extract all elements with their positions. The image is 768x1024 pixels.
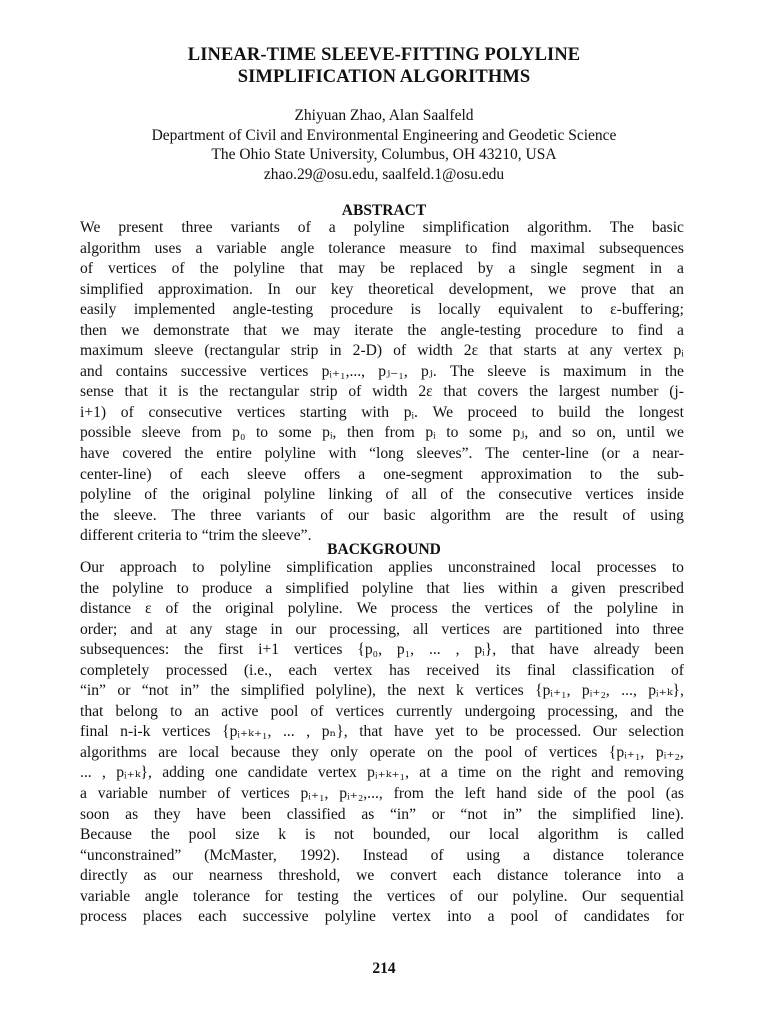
background-line: soon as they have been classified as “in” or “not in” the simplified line). <box>80 805 684 823</box>
paper-title <box>0 44 768 88</box>
background-line: directly as our nearness threshold, we convert each distance tolerance into a <box>80 867 684 885</box>
background-line: the polyline to produce a simplified polyline that lies within a given prescribed <box>80 579 684 597</box>
background-line: Our approach to polyline simplification applies unconstrained local processes to <box>80 559 684 576</box>
abstract-line: of vertices of the polyline that may be replaced by a single segment in a <box>80 260 684 278</box>
background-line: algorithms are local because they only operate on the pool of vertices {pᵢ₊₁, pᵢ₊₂, <box>80 743 684 761</box>
background-line: completely processed (i.e., each vertex has received its final classification of <box>80 661 684 679</box>
abstract-line: simplified approximation. In our key theoretical development, we prove that an <box>80 280 684 298</box>
author-names: Zhiyuan Zhao, Alan Saalfeld <box>294 107 474 124</box>
abstract-line: center-line) of each sleeve offers a one-segment approximation to the sub- <box>80 465 684 483</box>
abstract-line: easily implemented angle-testing procedure is locally equivalent to ε-buffering; <box>80 301 684 319</box>
background-line: “unconstrained” (McMaster, 1992). Instead of using a distance tolerance <box>80 846 684 864</box>
abstract-line: and contains successive vertices pᵢ₊₁,..., pⱼ₋₁, pⱼ. The sleeve is maximum in the <box>80 362 684 380</box>
author-block <box>0 106 768 184</box>
background-line: order; and at any stage in our processing, all vertices are partitioned into three <box>80 620 684 638</box>
abstract-line: the sleeve. The three variants of our basic algorithm are the result of using <box>80 506 684 524</box>
abstract-line: have covered the entire polyline with “long sleeves”. The center-line (or a near- <box>80 445 684 463</box>
page-number: 214 <box>372 960 396 977</box>
title-line-1: LINEAR-TIME SLEEVE-FITTING POLYLINE <box>187 45 581 65</box>
background-heading: BACKGROUND <box>327 541 441 558</box>
author-institution: The Ohio State University, Columbus, OH 43210, USA <box>211 146 557 163</box>
background-line: a variable number of vertices pᵢ₊₁, pᵢ₊₂,..., from the left hand side of the pool (as <box>80 785 684 803</box>
abstract-line: sense that it is the rectangular strip of width 2ε that covers the largest number (j- <box>80 383 684 401</box>
abstract-line: polyline of the original polyline linking of all of the consecutive vertices inside <box>80 486 684 504</box>
abstract-line: possible sleeve from p₀ to some pᵢ, then from pᵢ to some pⱼ, and so on, until we <box>80 424 684 442</box>
background-line: ... , pᵢ₊ₖ}, adding one candidate vertex pᵢ₊ₖ₊₁, at a time on the right and removing <box>80 764 684 782</box>
abstract-body <box>80 218 684 547</box>
background-line: variable angle tolerance for testing the vertices of our polyline. Our sequential <box>80 887 684 905</box>
abstract-line: algorithm uses a variable angle tolerance measure to find maximal subsequences <box>80 239 684 257</box>
abstract-heading: ABSTRACT <box>341 202 427 219</box>
abstract-line: different criteria to “trim the sleeve”. <box>80 527 312 545</box>
background-body <box>80 558 684 928</box>
background-line: Because the pool size k is not bounded, our local algorithm is called <box>80 826 684 844</box>
background-line: final n-i-k vertices {pᵢ₊ₖ₊₁, ... , pₙ}, that have yet to be processed. Our selection <box>80 723 684 741</box>
background-line: “in” or “not in” the simplified polyline), the next k vertices {pᵢ₊₁, pᵢ₊₂, ..., pᵢ₊ₖ}, <box>80 682 684 700</box>
background-line: that belong to an active pool of vertices currently undergoing processing, and the <box>80 702 684 720</box>
abstract-line: then we demonstrate that we may iterate the angle-testing procedure to find a <box>80 321 684 339</box>
author-emails: zhao.29@osu.edu, saalfeld.1@osu.edu <box>263 165 505 183</box>
author-department: Department of Civil and Environmental Engineering and Geodetic Science <box>151 126 617 144</box>
background-line: subsequences: the first i+1 vertices {p₀, p₁, ... , pᵢ}, that have already been <box>80 641 684 659</box>
abstract-line: We present three variants of a polyline simplification algorithm. The basic <box>80 219 684 236</box>
abstract-line: maximum sleeve (rectangular strip in 2-D) of width 2ε that starts at any vertex pᵢ <box>80 342 684 360</box>
title-line-2: SIMPLIFICATION ALGORITHMS <box>237 67 531 87</box>
background-line: process places each successive polyline vertex into a pool of candidates for <box>80 908 684 926</box>
abstract-line: i+1) of consecutive vertices starting with pᵢ. We proceed to build the longest <box>80 403 684 421</box>
background-line: distance ε of the original polyline. We process the vertices of the polyline in <box>80 600 684 618</box>
